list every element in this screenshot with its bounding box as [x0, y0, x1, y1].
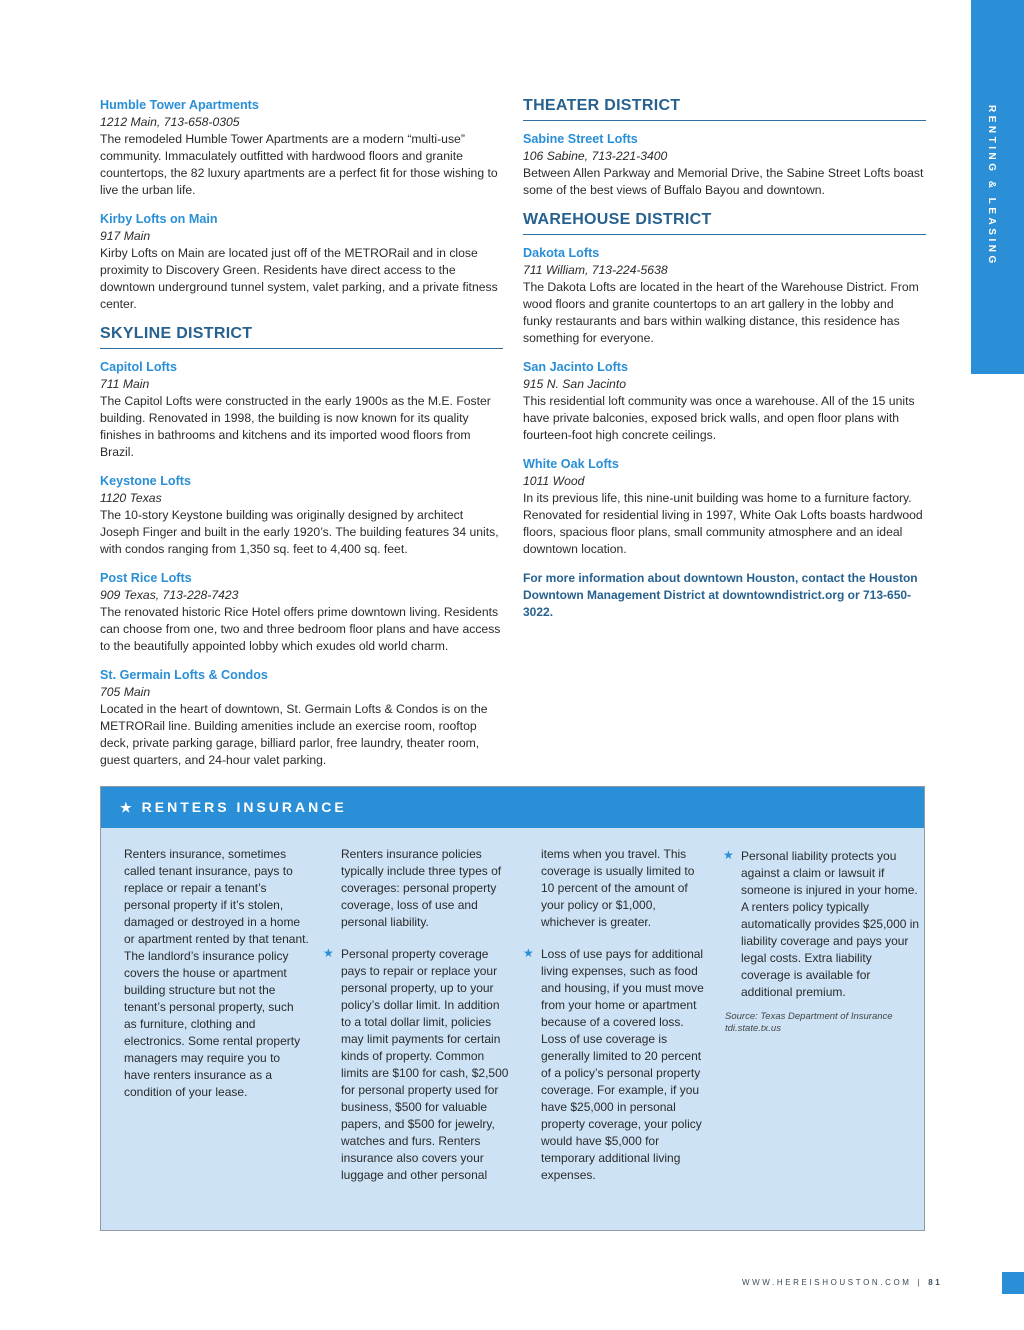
insurance-column-4	[723, 848, 921, 1035]
section-title: RENTERS INSURANCE	[141, 799, 347, 815]
insurance-paragraph: Renters insurance, sometimes called tenant insurance, pays to replace or repair a tenant’s personal property if it’s stolen, damaged or destroyed in a home or apartment rented by that tenant. The landlord’s insurance policy covers the house or apartment building structure but not the tenant’s personal property, such as furniture, clothing and electronics. Some rental property managers may require you to have renters insurance as a condition of your lease.	[124, 847, 309, 1099]
listing-sabine-street	[523, 131, 926, 199]
footer-url[interactable]: WWW.HEREISHOUSTON.COM	[742, 1278, 912, 1287]
listing-address: 915 N. San Jacinto	[523, 377, 626, 391]
listing-description: Between Allen Parkway and Memorial Drive, the Sabine Street Lofts boast some of the best views of Buffalo Bayou and downtown.	[523, 166, 924, 197]
listing-name: Humble Tower Apartments	[100, 98, 259, 112]
bullet-personal-liability	[723, 848, 921, 1001]
listing-capitol-lofts	[100, 359, 503, 461]
listing-name: St. Germain Lofts & Condos	[100, 668, 268, 682]
listing-st-germain	[100, 667, 503, 769]
listing-address: 1120 Texas	[100, 491, 162, 505]
listing-name: Capitol Lofts	[100, 360, 177, 374]
listing-address: 705 Main	[100, 685, 151, 699]
renters-insurance-title	[120, 799, 347, 816]
footer-accent-block	[1002, 1272, 1024, 1294]
listing-description: In its previous life, this nine-unit building was home to a furniture factory. Renovated for residential living in 1997, White Oak Lofts boasts hardwood floors, spacious floor plans, small community atmosphere and an ideal downtown location.	[523, 491, 923, 556]
listing-description: Kirby Lofts on Main are located just off of the METRORail and in close proximity to Discovery Green. Residents have direct access to the downtown underground tunnel system, valet parking, and a private fitness center.	[100, 246, 498, 311]
source-note	[725, 1011, 921, 1035]
listing-name: Kirby Lofts on Main	[100, 212, 218, 226]
district-heading-skyline: SKYLINE DISTRICT	[100, 325, 503, 349]
section-side-tab-label: RENTING & LEASING	[986, 105, 997, 267]
listing-description: Located in the heart of downtown, St. Germain Lofts & Condos is on the METRORail line. Building amenities include an exercise room, rooftop deck, private parking garage, billiard parlor, free laundry, theater room, guest quarters, and 24-hour valet parking.	[100, 702, 488, 767]
listing-name: White Oak Lofts	[523, 457, 619, 471]
bullet-loss-of-use	[523, 946, 711, 1184]
renters-insurance-box	[100, 786, 925, 1231]
star-bullet-icon: ★	[523, 946, 534, 960]
bullet-text: Personal property coverage pays to repair or replace your personal property, up to your policy’s dollar limit. In addition to a total dollar limit, policies may limit payments for certain kinds of property. Common limits are $100 for cash, $2,500 for personal property used for business, $500 for valuable papers, and $500 for jewelry, watches and furs. Renters insurance also covers your luggage and other personal	[341, 947, 509, 1182]
listing-name: Sabine Street Lofts	[523, 132, 638, 146]
renters-insurance-header	[101, 787, 924, 828]
source-line: Source: Texas Department of Insurance	[725, 1011, 893, 1022]
page-number: 81	[928, 1278, 943, 1287]
listing-description: The Capitol Lofts were constructed in the early 1900s as the M.E. Foster building. Renovated in 1998, the building is now known for its quality finishes in bathrooms and kitchens and its imported wood floors from Brazil.	[100, 394, 491, 459]
listing-san-jacinto	[523, 359, 926, 444]
listing-address: 711 William, 713-224-5638	[523, 263, 668, 277]
section-side-tab	[971, 0, 1024, 374]
district-heading-theater: THEATER DISTRICT	[523, 97, 926, 121]
listing-address: 711 Main	[100, 377, 150, 391]
listing-name: Keystone Lofts	[100, 474, 191, 488]
star-icon: ★	[120, 800, 132, 815]
insurance-paragraph: Renters insurance policies typically include three types of coverages: personal property coverage, loss of use and personal liability.	[341, 847, 502, 929]
contact-info: For more information about downtown Houston, contact the Houston Downtown Management District at downtowndistrict.org or 713-650-3022.	[523, 571, 918, 619]
listing-address: 106 Sabine, 713-221-3400	[523, 149, 668, 163]
source-url: tdi.state.tx.us	[725, 1023, 781, 1034]
listing-description: This residential loft community was once a warehouse. All of the 15 units have private balconies, exposed brick walls, and open floor plans with fourteen-foot high concrete ceilings.	[523, 394, 915, 442]
listing-description: The 10-story Keystone building was originally designed by architect Joseph Finger and built in the early 1920’s. The building features 34 units, with condos ranging from 1,350 sq. feet to 4,400 sq. feet.	[100, 508, 499, 556]
listing-keystone-lofts	[100, 473, 503, 558]
district-heading-warehouse: WAREHOUSE DISTRICT	[523, 211, 926, 235]
listing-post-rice-lofts	[100, 570, 503, 655]
insurance-paragraph: items when you travel. This coverage is usually limited to 10 percent of the amount of your policy or $1,000, whichever is greater.	[541, 847, 695, 929]
bullet-text: Personal liability protects you against a claim or lawsuit if someone is injured in your home. A renters policy typically automatically provides $25,000 in liability coverage and pays your legal costs. Extra liability coverage is available for additional premium.	[741, 849, 920, 999]
insurance-column-3	[523, 846, 711, 1184]
page-footer	[742, 1278, 942, 1287]
listing-description: The renovated historic Rice Hotel offers prime downtown living. Residents can choose from one, two and three bedroom floor plans and have access to the beautifully appointed lobby which exudes old world charm.	[100, 605, 501, 653]
listing-white-oak	[523, 456, 926, 558]
listing-humble-tower	[100, 97, 503, 199]
listing-name: Post Rice Lofts	[100, 571, 192, 585]
listing-kirby-lofts	[100, 211, 503, 313]
left-column	[100, 97, 503, 781]
star-bullet-icon: ★	[723, 848, 734, 862]
insurance-column-2	[323, 846, 511, 1184]
listing-name: Dakota Lofts	[523, 246, 600, 260]
insurance-column-1	[124, 846, 309, 1101]
listing-address: 909 Texas, 713-228-7423	[100, 588, 239, 602]
listing-address: 1011 Wood	[523, 474, 585, 488]
listing-description: The Dakota Lofts are located in the heart of the Warehouse District. From wood floors and granite countertops to an art gallery in the lobby and funky restaurants and bars within walking distance, this residence has something for everyone.	[523, 280, 919, 345]
right-column	[523, 97, 926, 621]
star-bullet-icon: ★	[323, 946, 334, 960]
bullet-personal-property	[323, 946, 511, 1184]
bullet-text: Loss of use pays for additional living expenses, such as food and housing, if you must move from your home or apartment because of a covered loss. Loss of use coverage is generally limited to 20 percent of a policy’s personal property coverage. For example, if you have $25,000 in personal property coverage, your policy would have $5,000 for temporary additional living expenses.	[541, 947, 704, 1182]
listing-name: San Jacinto Lofts	[523, 360, 628, 374]
listing-dakota-lofts	[523, 245, 926, 347]
listing-description: The remodeled Humble Tower Apartments are a modern “multi-use” community. Immaculately outfitted with hardwood floors and granite countertops, the 82 luxury apartments are a perfect fit for those wishing to live the urban life.	[100, 132, 498, 197]
listing-address: 917 Main	[100, 229, 151, 243]
footer-separator: |	[917, 1278, 923, 1287]
listing-address: 1212 Main, 713-658-0305	[100, 115, 240, 129]
